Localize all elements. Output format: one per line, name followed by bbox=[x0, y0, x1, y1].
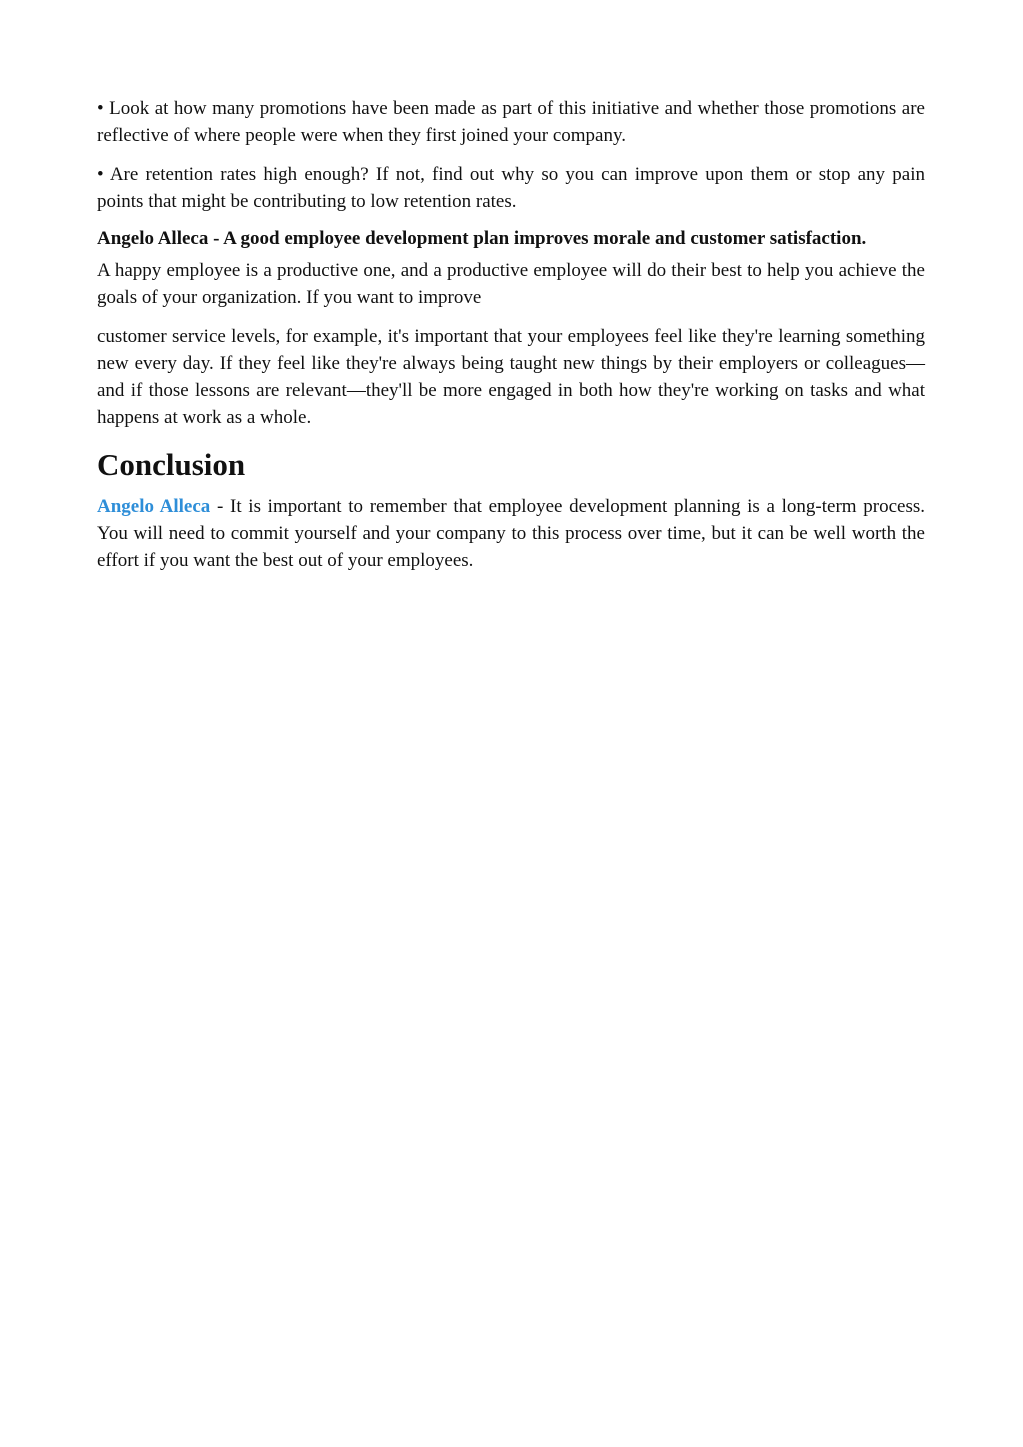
paragraph-happy-employee: A happy employee is a productive one, and a productive employee will do their best to help you achieve the goals of your organization. If you want to improve bbox=[97, 260, 925, 308]
bullet-retention: • Are retention rates high enough? If not, find out why so you can improve upon them or stop any pain points that might be contributing to low retention rates. bbox=[97, 164, 925, 212]
conclusion-title: Conclusion bbox=[97, 447, 246, 482]
author-link[interactable]: Angelo Alleca bbox=[97, 496, 211, 517]
conclusion-paragraph bbox=[97, 493, 925, 574]
paragraph-customer-service: customer service levels, for example, it's important that your employees feel like they're learning something new every day. If they feel like they're always being taught new things by their employers or colleagues—and if those lessons are relevant—they'll be more engaged in both how they're working on tasks and what happens at work as a whole. bbox=[97, 326, 925, 428]
conclusion-text: - It is important to remember that employee development planning is a long-term process. You will need to commit yourself and your company to this process over time, but it can be well worth the effort if you want the best out of your employees. bbox=[97, 496, 925, 571]
bullet-promotions: • Look at how many promotions have been made as part of this initiative and whether those promotions are reflective of where people were when they first joined your company. bbox=[97, 98, 925, 146]
subheading: Angelo Alleca - A good employee development plan improves morale and customer satisfaction. bbox=[97, 228, 867, 249]
document-page bbox=[97, 95, 925, 586]
